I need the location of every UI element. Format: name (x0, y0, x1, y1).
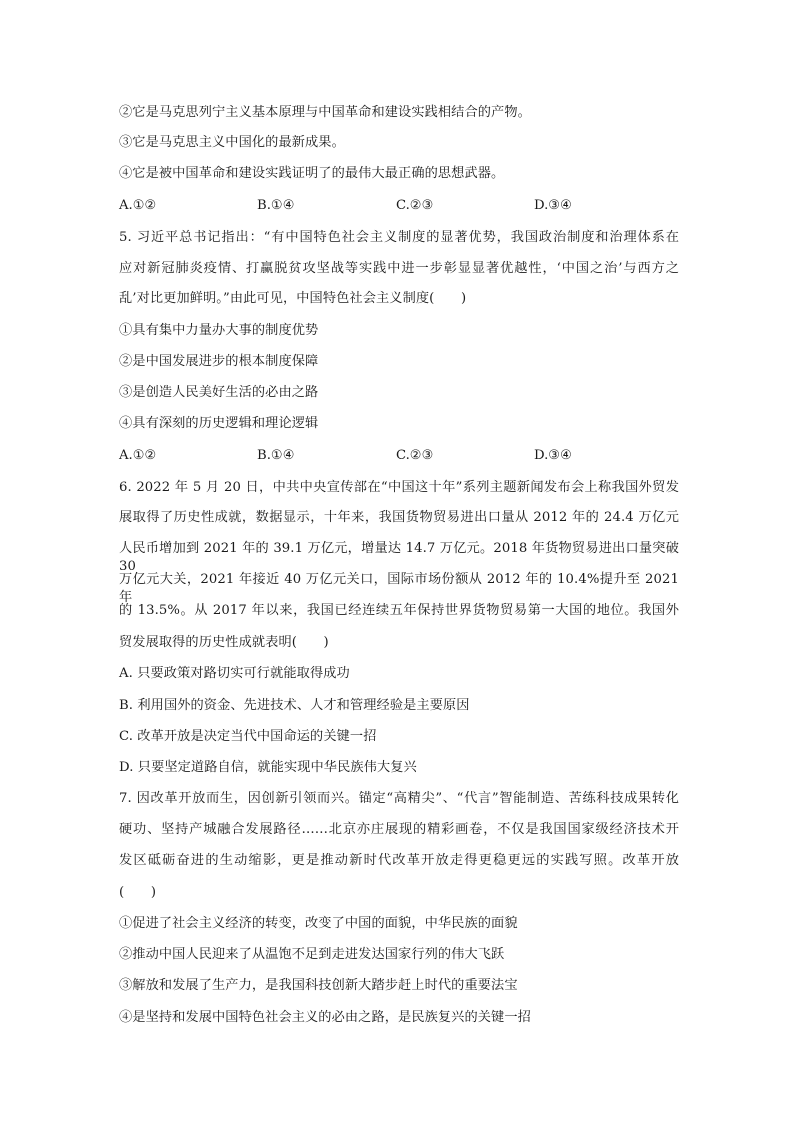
q5-item-1: ①具有集中力量办大事的制度优势 (119, 323, 319, 338)
q7-stem-line-1: 7. 因改革开放而生，因创新引领而兴。锚定“高精尖”、“代言”智能制造、苦练科技成果转化 (119, 791, 679, 806)
q4-item-2: ②它是马克思列宁主义基本原理与中国革命和建设实践相结合的产物。 (119, 105, 531, 120)
q7-stem-line-3: 发区砥砺奋进的生动缩影，更是推动新时代改革开放走得更稳更远的实践写照。改革开放 (119, 853, 679, 868)
q5-option-b[interactable]: B.①④ (257, 448, 295, 463)
q6-option-a[interactable]: A. 只要政策对路切实可行就能取得成功 (119, 666, 350, 681)
q5-item-4: ④具有深刻的历史逻辑和理论逻辑 (119, 416, 319, 431)
q6-stem-line-4: 万亿元大关，2021 年接近 40 万亿元关口，国际市场份额从 2012 年的 10.4%提升至 2021 年 (119, 572, 679, 605)
q6-stem-line-6: 贸发展取得的历史性成就表明( ) (119, 635, 329, 650)
q5-item-3: ③是创造人民美好生活的必由之路 (119, 385, 319, 400)
q6-option-c[interactable]: C. 改革开放是决定当代中国命运的关键一招 (119, 729, 377, 744)
q6-stem-line-5: 的 13.5%。从 2017 年以来，我国已经连续五年保持世界货物贸易第一大国的地位。我国外 (119, 603, 679, 618)
q6-option-b[interactable]: B. 利用国外的资金、先进技术、人才和管理经验是主要原因 (119, 698, 470, 713)
q6-stem-line-1: 6. 2022 年 5 月 20 日，中共中央宣传部在“中国这十年”系列主题新闻发布会上称我国外贸发 (119, 480, 679, 495)
q5-options (119, 447, 679, 465)
q7-item-1: ①促进了社会主义经济的转变，改变了中国的面貌，中华民族的面貌 (119, 916, 518, 931)
q5-stem-line-1: 5. 习近平总书记指出：“有中国特色社会主义制度的显著优势，我国政治制度和治理体系在 (119, 230, 679, 245)
q6-stem-line-3: 人民币增加到 2021 年的 39.1 万亿元，增量达 14.7 万亿元。2018 年货物贸易进出口量突破 30 (119, 541, 679, 574)
q4-option-c[interactable]: C.②③ (396, 198, 434, 213)
q5-option-a[interactable]: A.①② (119, 448, 157, 463)
q7-item-2: ②推动中国人民迎来了从温饱不足到走进发达国家行列的伟大飞跃 (119, 947, 505, 962)
q5-stem-line-2: 应对新冠肺炎疫情、打赢脱贫攻坚战等实践中进一步彰显显著优越性，‘中国之治’与西方之 (119, 261, 679, 276)
q4-item-4: ④它是被中国革命和建设实践证明了的最伟大最正确的思想武器。 (119, 166, 505, 181)
q7-stem-line-2: 硬功、坚持产城融合发展路径……北京亦庄展现的精彩画卷，不仅是我国国家级经济技术开 (119, 822, 679, 837)
q4-option-b[interactable]: B.①④ (257, 198, 295, 213)
q6-stem-line-2: 展取得了历史性成就，数据显示，十年来，我国货物贸易进出口量从 2012 年的 24.4 万亿元 (119, 510, 679, 525)
q5-stem-line-3: 乱’对比更加鲜明。”由此可见，中国特色社会主义制度( ) (119, 291, 467, 306)
q4-options (119, 197, 679, 215)
q7-stem-line-4: ( ) (119, 885, 157, 900)
q4-option-d[interactable]: D.③④ (534, 198, 572, 213)
q5-option-c[interactable]: C.②③ (396, 448, 434, 463)
q4-item-3: ③它是马克思主义中国化的最新成果。 (119, 135, 345, 150)
q6-option-d[interactable]: D. 只要坚定道路自信，就能实现中华民族伟大复兴 (119, 760, 417, 775)
q7-item-4: ④是坚持和发展中国特色社会主义的必由之路，是民族复兴的关键一招 (119, 1010, 531, 1025)
q7-item-3: ③解放和发展了生产力，是我国科技创新大踏步赶上时代的重要法宝 (119, 978, 518, 993)
q4-option-a[interactable]: A.①② (119, 198, 157, 213)
q5-item-2: ②是中国发展进步的根本制度保障 (119, 354, 319, 369)
q5-option-d[interactable]: D.③④ (534, 448, 572, 463)
